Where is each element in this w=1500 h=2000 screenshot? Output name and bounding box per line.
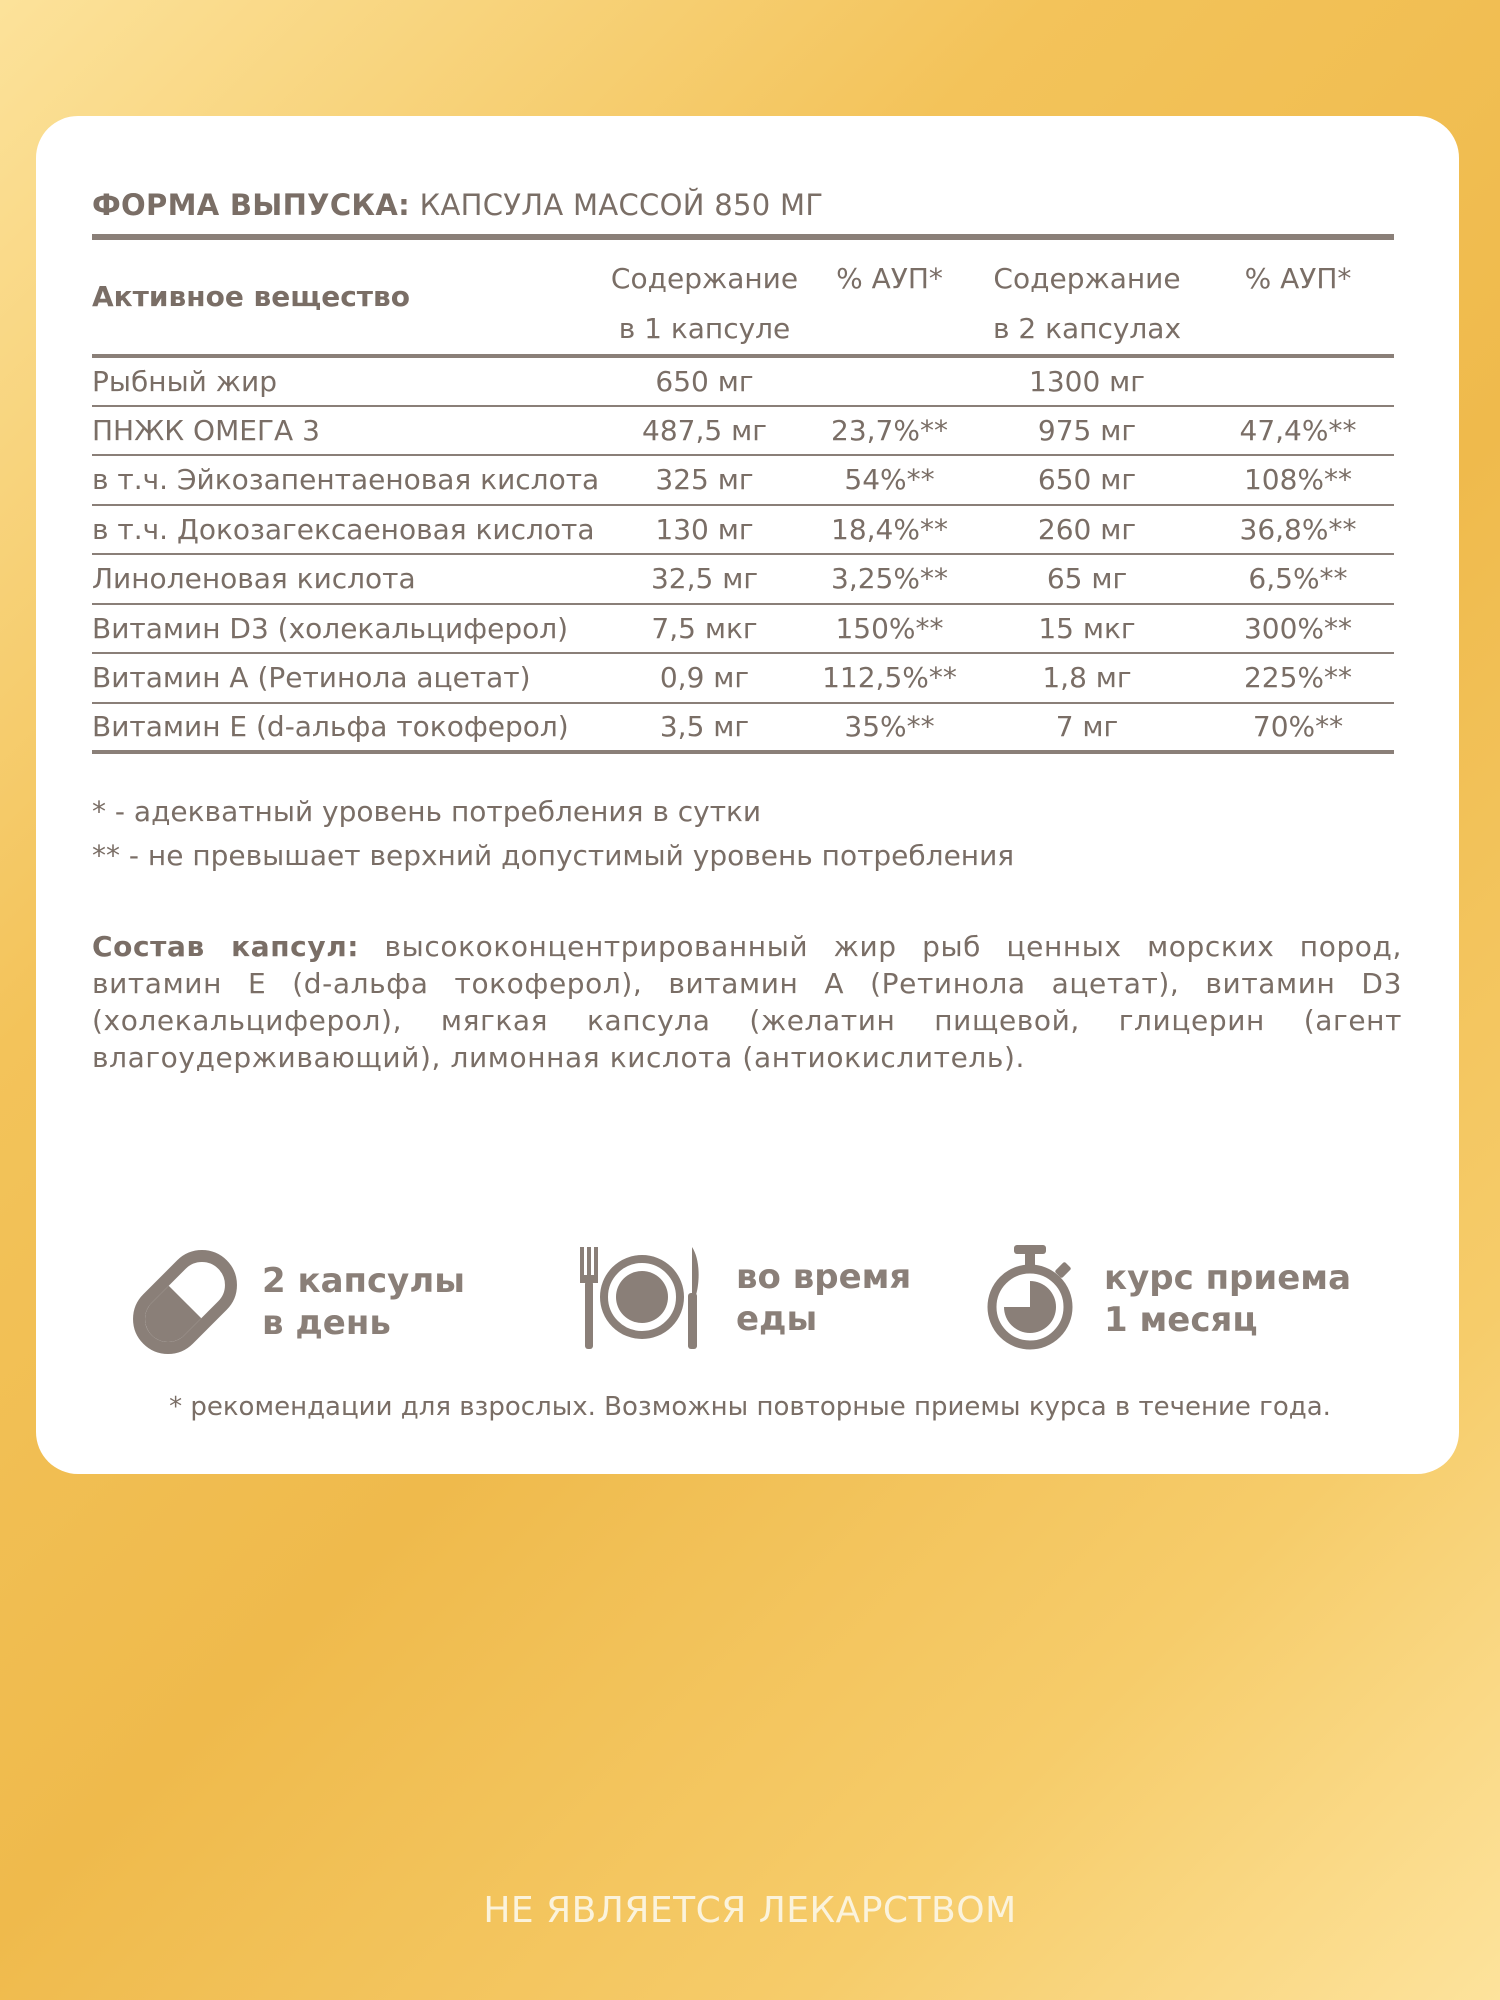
cell-aup-2: 47,4%**	[1202, 406, 1394, 456]
cell-content-2: 65 мг	[972, 554, 1202, 604]
cell-content-1: 32,5 мг	[602, 554, 807, 604]
cell-content-1: 7,5 мкг	[602, 604, 807, 654]
cell-content-1: 130 мг	[602, 505, 807, 555]
cell-content-1: 650 мг	[602, 356, 807, 406]
cell-content-1: 325 мг	[602, 455, 807, 505]
cell-aup-1	[807, 356, 972, 406]
header-active-substance: Активное вещество	[92, 237, 602, 356]
usage-dose-line1: 2 капсулы	[262, 1261, 465, 1301]
release-form-title	[92, 188, 823, 222]
usage-course-line2: 1 месяц	[1104, 1300, 1258, 1340]
table-row	[92, 703, 1394, 753]
cell-content-2: 15 мкг	[972, 604, 1202, 654]
usage-meal-line2: еды	[736, 1299, 818, 1339]
cell-aup-1: 112,5%**	[807, 653, 972, 703]
usage-meal	[576, 1245, 911, 1351]
table-row	[92, 554, 1394, 604]
not-a-medicine-notice: НЕ ЯВЛЯЕТСЯ ЛЕКАРСТВОМ	[483, 1890, 1017, 1931]
cell-name: Линоленовая кислота	[92, 554, 602, 604]
cell-aup-1: 150%**	[807, 604, 972, 654]
table-row	[92, 356, 1394, 406]
header-content-2-line1: Содержание	[993, 262, 1181, 295]
header-aup-1: % АУП*	[807, 237, 972, 356]
release-form-label: ФОРМА ВЫПУСКА:	[92, 188, 411, 222]
cell-name: Рыбный жир	[92, 356, 602, 406]
cell-aup-2: 70%**	[1202, 703, 1394, 753]
cell-name: Витамин Е (d-альфа токоферол)	[92, 703, 602, 753]
plate-cutlery-icon	[576, 1245, 706, 1351]
cell-aup-1: 54%**	[807, 455, 972, 505]
header-content-1-capsule	[602, 237, 807, 356]
note-upper-limit: ** - не превышает верхний допустимый уровень потребления	[92, 839, 1015, 872]
cell-content-2: 1,8 мг	[972, 653, 1202, 703]
table-row	[92, 604, 1394, 654]
note-adequate-level: * - адекватный уровень потребления в сутки	[92, 795, 762, 828]
usage-meal-label	[736, 1256, 911, 1340]
header-content-2-capsules	[972, 237, 1202, 356]
cell-content-2: 260 мг	[972, 505, 1202, 555]
table-row	[92, 653, 1394, 703]
usage-dose-label	[262, 1260, 465, 1344]
cell-name: Витамин А (Ретинола ацетат)	[92, 653, 602, 703]
cell-aup-2: 36,8%**	[1202, 505, 1394, 555]
cell-aup-1: 3,25%**	[807, 554, 972, 604]
usage-course-line1: курс приема	[1104, 1258, 1352, 1298]
table-header-row	[92, 237, 1394, 356]
composition-text: высококонцентрированный жир рыб ценных морских пород, витамин Е (d-альфа токоферол), витамин А (Ретинола ацетат), витамин D3 (холекальциферол), мягкая капсула (желатин пищевой, глицерин (агент влагоудерживающий), лимонная кислота (антиокислитель).	[92, 930, 1403, 1074]
header-aup-2: % АУП*	[1202, 237, 1394, 356]
cell-content-2: 975 мг	[972, 406, 1202, 456]
usage-course-label	[1104, 1257, 1351, 1341]
composition-label: Состав капсул:	[92, 930, 360, 963]
cell-content-1: 3,5 мг	[602, 703, 807, 753]
cell-aup-2: 225%**	[1202, 653, 1394, 703]
header-content-1-line1: Содержание	[610, 262, 799, 295]
cell-name: ПНЖК ОМЕГА 3	[92, 406, 602, 456]
usage-dose	[128, 1245, 465, 1359]
capsule-composition	[92, 928, 1402, 1076]
header-content-1-line2: в 1 капсуле	[618, 312, 791, 345]
cell-name: в т.ч. Эйкозапентаеновая кислота	[92, 455, 602, 505]
usage-dose-line2: в день	[262, 1303, 391, 1343]
table-row	[92, 406, 1394, 456]
table-notes	[92, 790, 1014, 878]
cell-content-2: 650 мг	[972, 455, 1202, 505]
cell-aup-2: 108%**	[1202, 455, 1394, 505]
table-row	[92, 505, 1394, 555]
adult-recommendation-footnote: * рекомендации для взрослых. Возможны повторные приемы курса в течение года.	[169, 1392, 1331, 1422]
table-row	[92, 455, 1394, 505]
cell-aup-1: 35%**	[807, 703, 972, 753]
capsule-icon	[128, 1245, 242, 1359]
cell-content-2: 1300 мг	[972, 356, 1202, 406]
cell-aup-2: 300%**	[1202, 604, 1394, 654]
cell-name: Витамин D3 (холекальциферол)	[92, 604, 602, 654]
cell-name: в т.ч. Докозагексаеновая кислота	[92, 505, 602, 555]
release-form-value: КАПСУЛА МАССОЙ 850 МГ	[419, 188, 824, 222]
cell-aup-1: 18,4%**	[807, 505, 972, 555]
usage-course	[984, 1245, 1351, 1353]
stopwatch-icon	[984, 1245, 1076, 1353]
cell-aup-1: 23,7%**	[807, 406, 972, 456]
usage-meal-line1: во время	[736, 1257, 912, 1297]
cell-content-2: 7 мг	[972, 703, 1202, 753]
header-content-2-line2: в 2 капсулах	[992, 312, 1182, 345]
cell-content-1: 0,9 мг	[602, 653, 807, 703]
cell-aup-2	[1202, 356, 1394, 406]
composition-table	[92, 234, 1394, 754]
cell-content-1: 487,5 мг	[602, 406, 807, 456]
cell-aup-2: 6,5%**	[1202, 554, 1394, 604]
